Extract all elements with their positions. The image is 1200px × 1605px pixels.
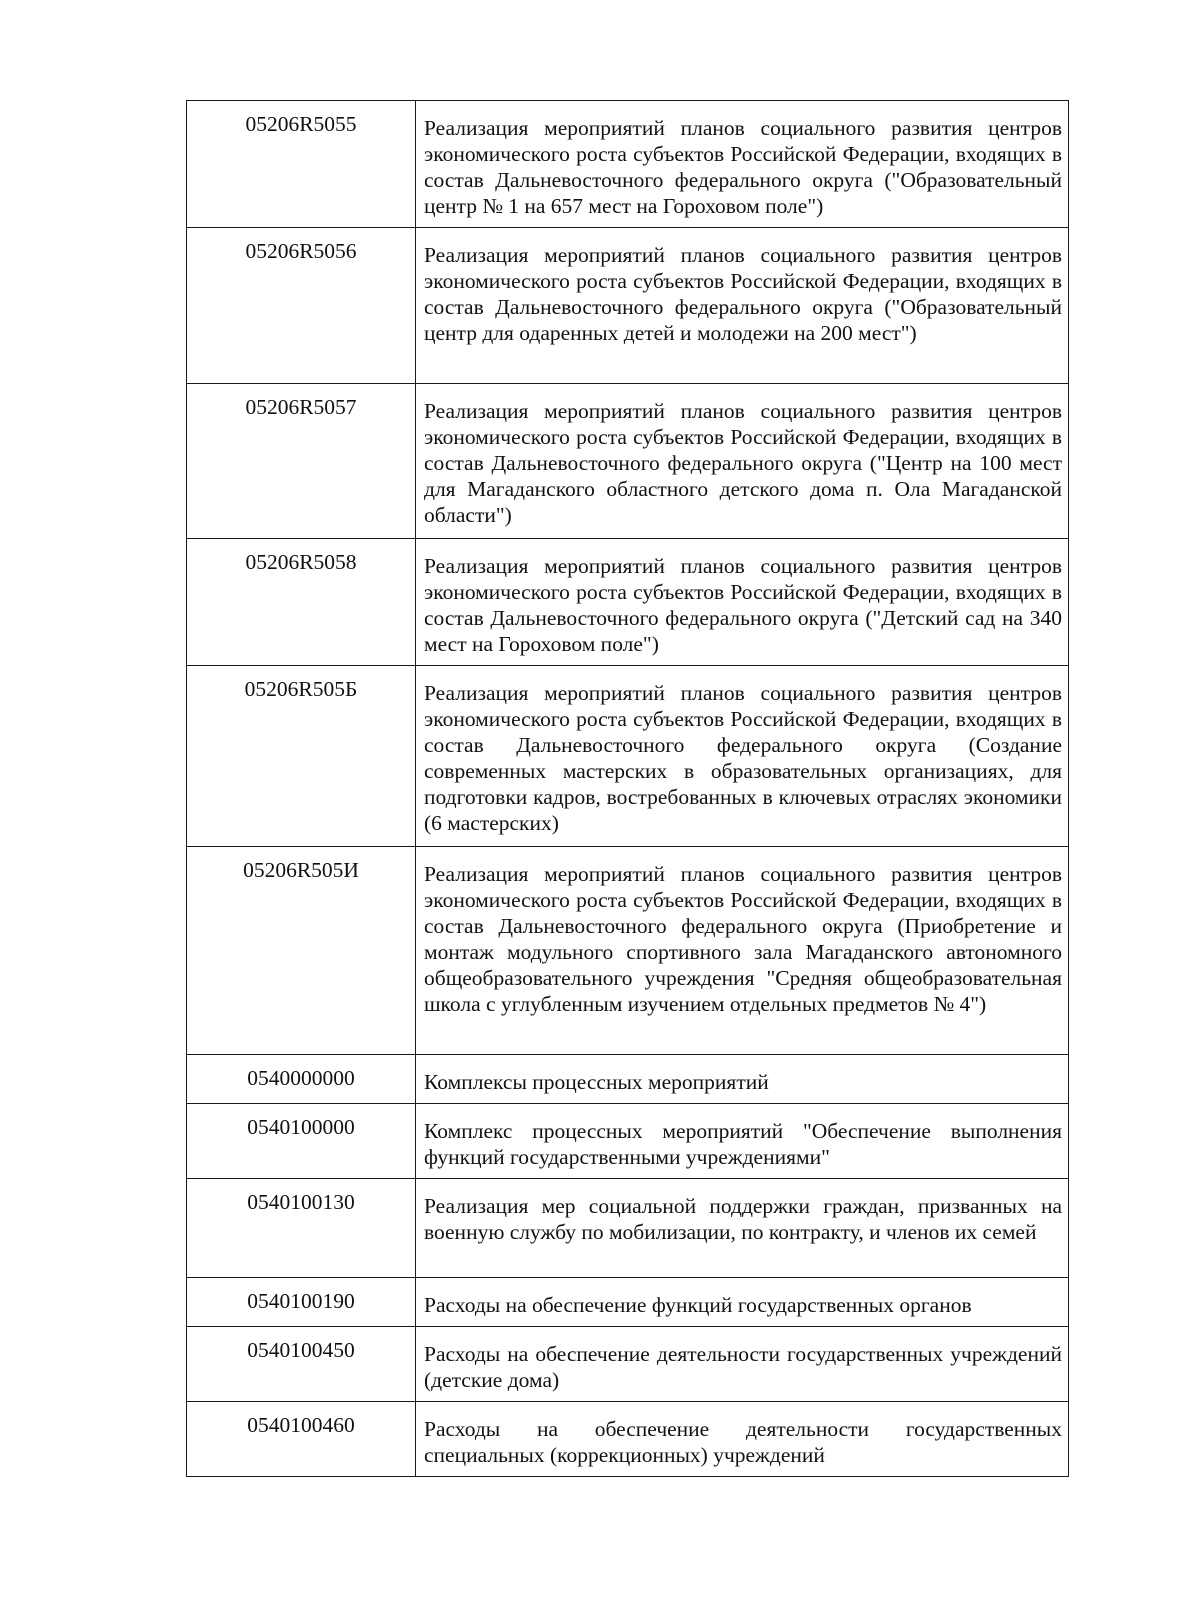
table-row (187, 384, 1069, 539)
code-cell: 0540100000 (187, 1104, 416, 1179)
code-cell: 05206R505И (187, 847, 416, 1055)
table-row (187, 1402, 1069, 1477)
table-row (187, 1327, 1069, 1402)
description-cell (416, 1055, 1069, 1104)
budget-codes-table (186, 100, 1069, 1477)
table-row (187, 539, 1069, 666)
code-cell: 0540100450 (187, 1327, 416, 1402)
code-cell: 05206R5056 (187, 228, 416, 384)
table-row (187, 1104, 1069, 1179)
code-cell: 0540100190 (187, 1278, 416, 1327)
description-text: Расходы на обеспечение деятельности государственных специальных (коррекционных) учреждений (424, 1417, 1062, 1467)
code-cell: 05206R5057 (187, 384, 416, 539)
description-cell (416, 539, 1069, 666)
description-text: Расходы на обеспечение функций государственных органов (424, 1293, 972, 1317)
description-cell (416, 1179, 1069, 1278)
description-text: Реализация мероприятий планов социального развития центров экономического роста субъектов Российской Федерации, входящих в состав Дальневосточного федерального округа ("Образовательный центр № 1 на 657 мест на Гороховом поле") (424, 116, 1062, 218)
code-cell: 0540000000 (187, 1055, 416, 1104)
description-text: Реализация мероприятий планов социального развития центров экономического роста субъектов Российской Федерации, входящих в состав Дальневосточного федерального округа ("Центр на 100 мест для Магаданского областного детского дома п. Ола Магаданской области") (424, 399, 1062, 527)
description-text: Комплексы процессных мероприятий (424, 1070, 769, 1094)
description-cell (416, 666, 1069, 847)
description-text: Комплекс процессных мероприятий "Обеспечение выполнения функций государственными учреждениями" (424, 1119, 1062, 1169)
table-row (187, 666, 1069, 847)
code-cell: 05206R505Б (187, 666, 416, 847)
code-cell: 0540100460 (187, 1402, 416, 1477)
description-text: Реализация мероприятий планов социального развития центров экономического роста субъектов Российской Федерации, входящих в состав Дальневосточного федерального округа (Приобретение и монтаж модульного спортивного зала Магаданского автономного общеобразовательного учреждения "Средняя общеобразовательная школа с углубленным изучением отдельных предметов № 4") (424, 862, 1062, 1016)
table-row (187, 101, 1069, 228)
description-cell (416, 384, 1069, 539)
description-text: Реализация мероприятий планов социального развития центров экономического роста субъектов Российской Федерации, входящих в состав Дальневосточного федерального округа ("Детский сад на 340 мест на Гороховом поле") (424, 554, 1062, 656)
description-text: Реализация мероприятий планов социального развития центров экономического роста субъектов Российской Федерации, входящих в состав Дальневосточного федерального округа ("Образовательный центр для одаренных детей и молодежи на 200 мест") (424, 243, 1062, 345)
description-text: Расходы на обеспечение деятельности государственных учреждений (детские дома) (424, 1342, 1062, 1392)
description-cell (416, 1327, 1069, 1402)
description-cell (416, 1278, 1069, 1327)
description-cell (416, 1104, 1069, 1179)
description-cell (416, 101, 1069, 228)
table-row (187, 1055, 1069, 1104)
table-row (187, 1179, 1069, 1278)
code-cell: 05206R5058 (187, 539, 416, 666)
table-row (187, 228, 1069, 384)
description-cell (416, 228, 1069, 384)
description-text: Реализация мероприятий планов социального развития центров экономического роста субъектов Российской Федерации, входящих в состав Дальневосточного федерального округа (Создание современных мастерских в образовательных организациях, для подготовки кадров, востребованных в ключевых отраслях экономики (6 мастерских) (424, 681, 1062, 835)
description-text: Реализация мер социальной поддержки граждан, призванных на военную службу по мобилизации, по контракту, и членов их семей (424, 1194, 1062, 1244)
table-row (187, 1278, 1069, 1327)
table-row (187, 847, 1069, 1055)
code-cell: 05206R5055 (187, 101, 416, 228)
code-cell: 0540100130 (187, 1179, 416, 1278)
description-cell (416, 847, 1069, 1055)
description-cell (416, 1402, 1069, 1477)
